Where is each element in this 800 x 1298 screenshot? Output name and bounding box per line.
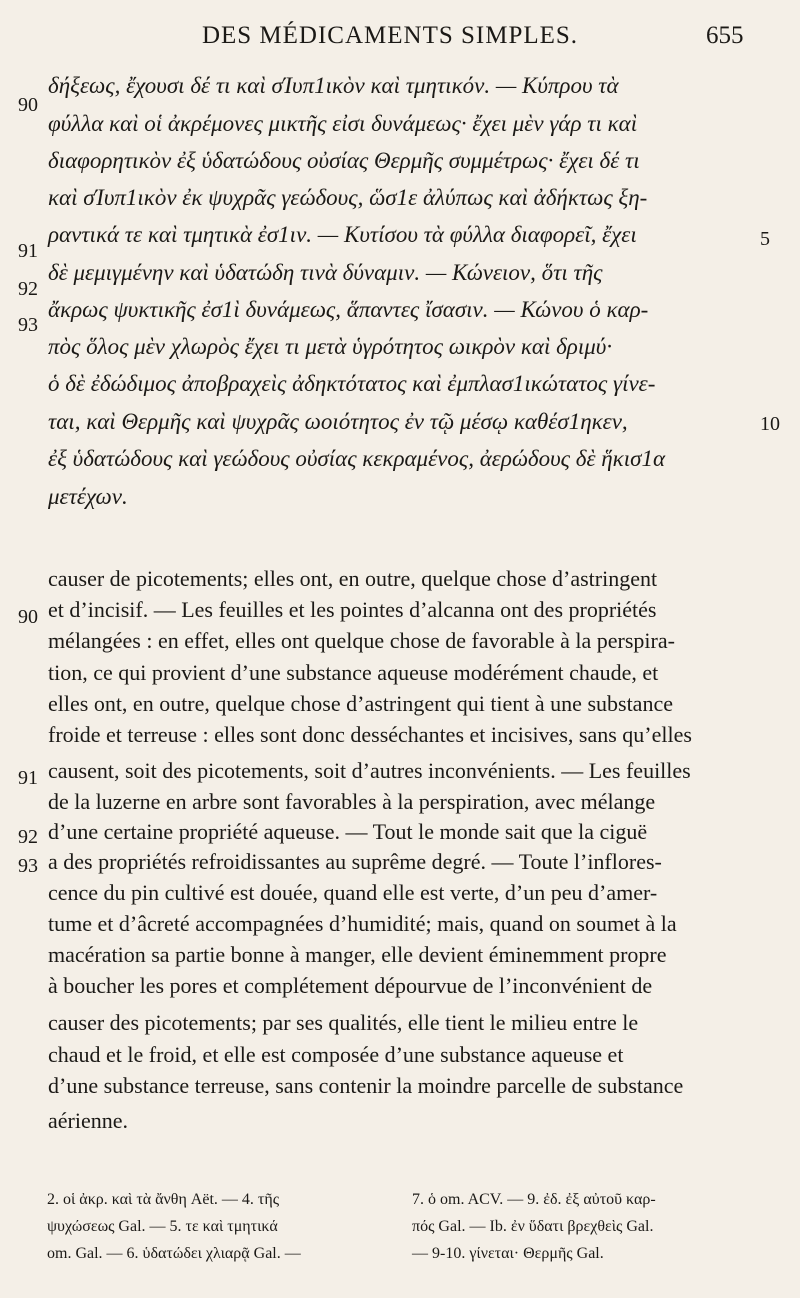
french-line: d’une certaine propriété aqueuse. — Tout le monde sait que la ciguë (48, 819, 648, 844)
french-line: macération sa partie bonne à manger, elle devient éminemment propre (48, 942, 667, 967)
french-line: froide et terreuse : elles sont donc desséchantes et incisives, sans qu’elles (48, 722, 692, 747)
margin-number: 93 (18, 855, 38, 877)
footnote-line: — 9-10. γίνεται· Θερμῆς Gal. (412, 1245, 604, 1262)
margin-number: 92 (18, 278, 38, 300)
margin-number: 92 (18, 826, 38, 848)
greek-line: πὸς ὅλος μὲν χλωρὸς ἔχει τι μετὰ ὑγρότητος ωικρὸν καὶ δριμύ· (48, 334, 613, 359)
footnote-line: ψυχώσεως Gal. — 5. τε καὶ τμητικά (47, 1218, 278, 1235)
french-line: elles ont, en outre, quelque chose d’astringent qui tient à une substance (48, 691, 673, 716)
french-line: tion, ce qui provient d’une substance aqueuse modérément chaude, et (48, 660, 659, 685)
margin-number: 93 (18, 314, 38, 336)
page-number: 655 (706, 22, 744, 49)
french-line: causent, soit des picotements, soit d’autres inconvénients. — Les feuilles (48, 758, 691, 783)
greek-line: φύλλα καὶ οἱ ἀκρέμονες μικτῆς εἰσι δυνάμεως· ἔχει μὲν γάρ τι καὶ (48, 111, 638, 136)
greek-line: δήξεως, ἔχουσι δέ τι καὶ σΊυπ1ικὸν καὶ τμητικόν. — Κύπρου τὰ (48, 73, 619, 98)
greek-line: ραντικά τε καὶ τμητικὰ ἐσ1ιν. — Κυτίσου τὰ φύλλα διαφορεῖ, ἔχει (48, 222, 637, 247)
margin-number: 91 (18, 767, 38, 789)
french-line: à boucher les pores et complétement dépourvue de l’inconvénient de (48, 973, 653, 998)
greek-line: καὶ σΊυπ1ικὸν ἐκ ψυχρᾶς γεώδους, ὥσ1ε ἀλύπως καὶ ἀδήκτως ξη- (48, 185, 648, 210)
footnote-line: om. Gal. — 6. ὑδατώδει χλιαρᾷ Gal. — (47, 1245, 301, 1262)
greek-line: διαφορητικὸν ἐξ ὑδατώδους οὐσίας Θερμῆς συμμέτρως· ἔχει δέ τι (48, 148, 640, 173)
margin-line-number: 10 (760, 413, 780, 435)
french-line: mélangées : en effet, elles ont quelque chose de favorable à la perspira- (48, 628, 675, 653)
french-line: chaud et le froid, et elle est composée d’une substance aqueuse et (48, 1042, 624, 1067)
greek-line: δὲ μεμιγμένην καὶ ὑδατώδη τινὰ δύναμιν. — Κώνειον, ὅτι τῆς (48, 260, 603, 285)
french-line: aérienne. (48, 1108, 128, 1133)
french-line: causer des picotements; par ses qualités, elle tient le milieu entre le (48, 1010, 639, 1035)
french-line: cence du pin cultivé est douée, quand elle est verte, d’un peu d’amer- (48, 880, 658, 905)
french-line: d’une substance terreuse, sans contenir la moindre parcelle de substance (48, 1073, 684, 1098)
greek-line: ἄκρως ψυκτικῆς ἐσ1ὶ δυνάμεως, ἅπαντες ἴσασιν. — Κώνου ὁ καρ- (48, 297, 649, 322)
margin-line-number: 5 (760, 228, 770, 250)
footnote-line: πός Gal. — Ib. ἐν ὕδατι βρεχθεὶς Gal. (412, 1218, 654, 1235)
footnote-line: 7. ὁ om. ACV. — 9. ἐδ. ἐξ αὐτοῦ καρ- (412, 1191, 656, 1208)
greek-line: ἐξ ὑδατώδους καὶ γεώδους οὐσίας κεκραμένος, ἀερώδους δὲ ἥκισ1α (48, 446, 666, 471)
margin-number: 90 (18, 606, 38, 628)
french-line: a des propriétés refroidissantes au suprême degré. — Toute l’inflores- (48, 849, 662, 874)
french-line: tume et d’âcreté accompagnées d’humidité; mais, quand on soumet à la (48, 911, 677, 936)
french-line: causer de picotements; elles ont, en outre, quelque chose d’astringent (48, 566, 658, 591)
footnote-line: 2. οἱ ἀκρ. καὶ τὰ ἄνθη Aët. — 4. τῆς (47, 1191, 280, 1208)
margin-number: 91 (18, 240, 38, 262)
greek-line: μετέχων. (48, 484, 128, 509)
greek-line: ὁ δὲ ἐδώδιμος ἀποβραχεὶς ἀδηκτότατος καὶ ἐμπλασ1ικώτατος γίνε- (48, 371, 656, 396)
running-title: DES MÉDICAMENTS SIMPLES. (201, 22, 579, 49)
margin-number: 90 (18, 94, 38, 116)
french-line: de la luzerne en arbre sont favorables à la perspiration, avec mélange (48, 789, 656, 814)
greek-line: ται, καὶ Θερμῆς καὶ ψυχρᾶς ωοιότητος ἐν τῷ μέσῳ καθέσ1ηκεν, (48, 409, 628, 434)
french-line: et d’incisif. — Les feuilles et les pointes d’alcanna ont des propriétés (48, 597, 657, 622)
